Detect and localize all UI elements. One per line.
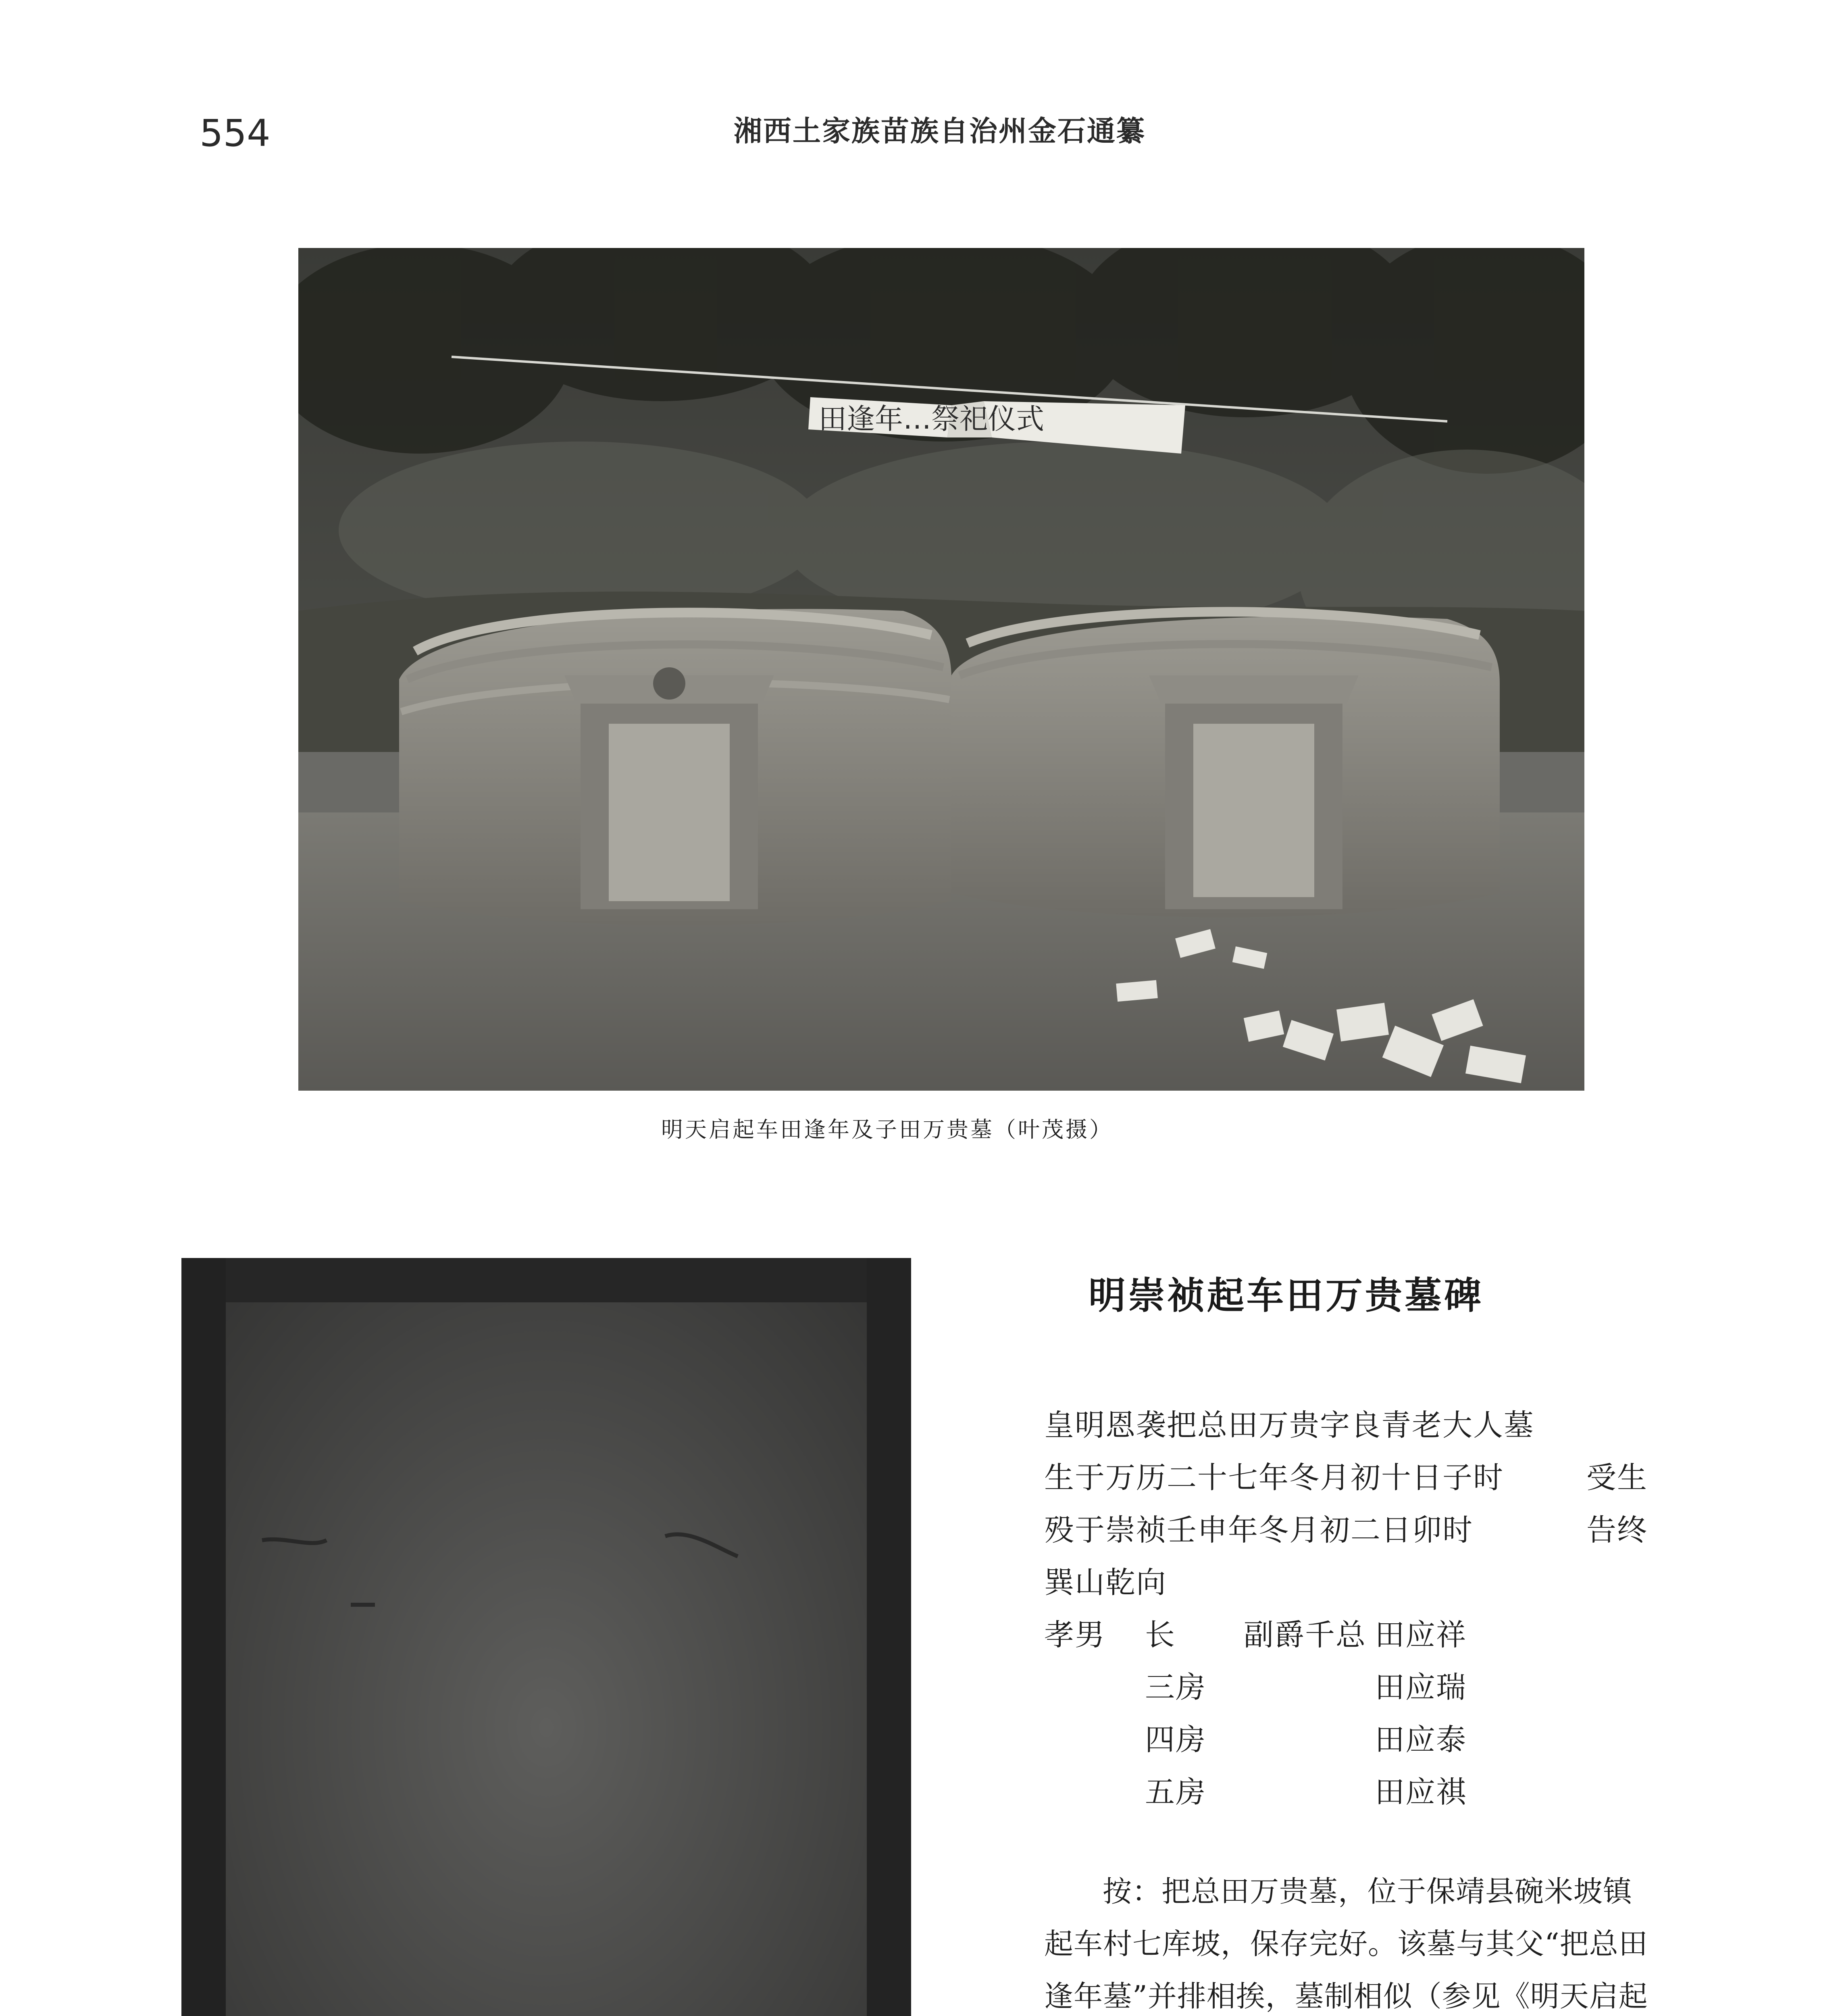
- inscription-suffix: 受生: [1586, 1460, 1648, 1495]
- inscription-line: 皇明恩袭把总田万贵字良青老大人墓: [1044, 1408, 1534, 1443]
- son-rank: 三房: [1145, 1670, 1206, 1705]
- commentary-line: 逢年墓”并排相挨，墓制相似（参见《明天启起: [1044, 1979, 1648, 2013]
- son-rank: 四房: [1145, 1722, 1206, 1757]
- inscription-line: 巽山乾向: [1044, 1565, 1167, 1600]
- son-name: 田应祺: [1375, 1775, 1467, 1810]
- page-number: 554: [200, 112, 271, 155]
- inscription-line: 生于万历二十七年冬月初十日子时: [1044, 1460, 1504, 1495]
- son-name: 田应泰: [1375, 1722, 1467, 1757]
- inscription-suffix: 告终: [1586, 1513, 1648, 1547]
- inscription-line: 殁于崇祯壬申年冬月初二日卯时: [1044, 1513, 1473, 1547]
- commentary-line: 起车村七库坡，保存完好。该墓与其父“把总田: [1044, 1927, 1648, 1961]
- son-name: 田应祥: [1375, 1618, 1467, 1652]
- stele-photo: [181, 1258, 911, 2016]
- top-photo-caption: 明天启起车田逢年及子田万贵墓（叶茂摄）: [661, 1117, 1113, 1142]
- commentary-line: 按：把总田万贵墓，位于保靖县碗米坡镇: [1103, 1874, 1633, 1908]
- banner-text: 田逢年…祭祀仪式: [818, 402, 1044, 435]
- son-rank: 五房: [1145, 1775, 1206, 1810]
- tombs-photo-drawing: [298, 248, 1584, 1091]
- sons-label: 孝男: [1044, 1618, 1105, 1652]
- book-title: 湘西土家族苗族自治州金石通纂: [734, 115, 1146, 148]
- son-title: 副爵千总: [1244, 1618, 1366, 1652]
- son-name: 田应瑞: [1375, 1670, 1467, 1705]
- inscription-title: 明崇祯起车田万贵墓碑: [1089, 1274, 1484, 1317]
- son-rank: 长: [1145, 1618, 1176, 1652]
- tombs-photo: [298, 248, 1584, 1091]
- stele-photo-drawing: [181, 1258, 911, 2016]
